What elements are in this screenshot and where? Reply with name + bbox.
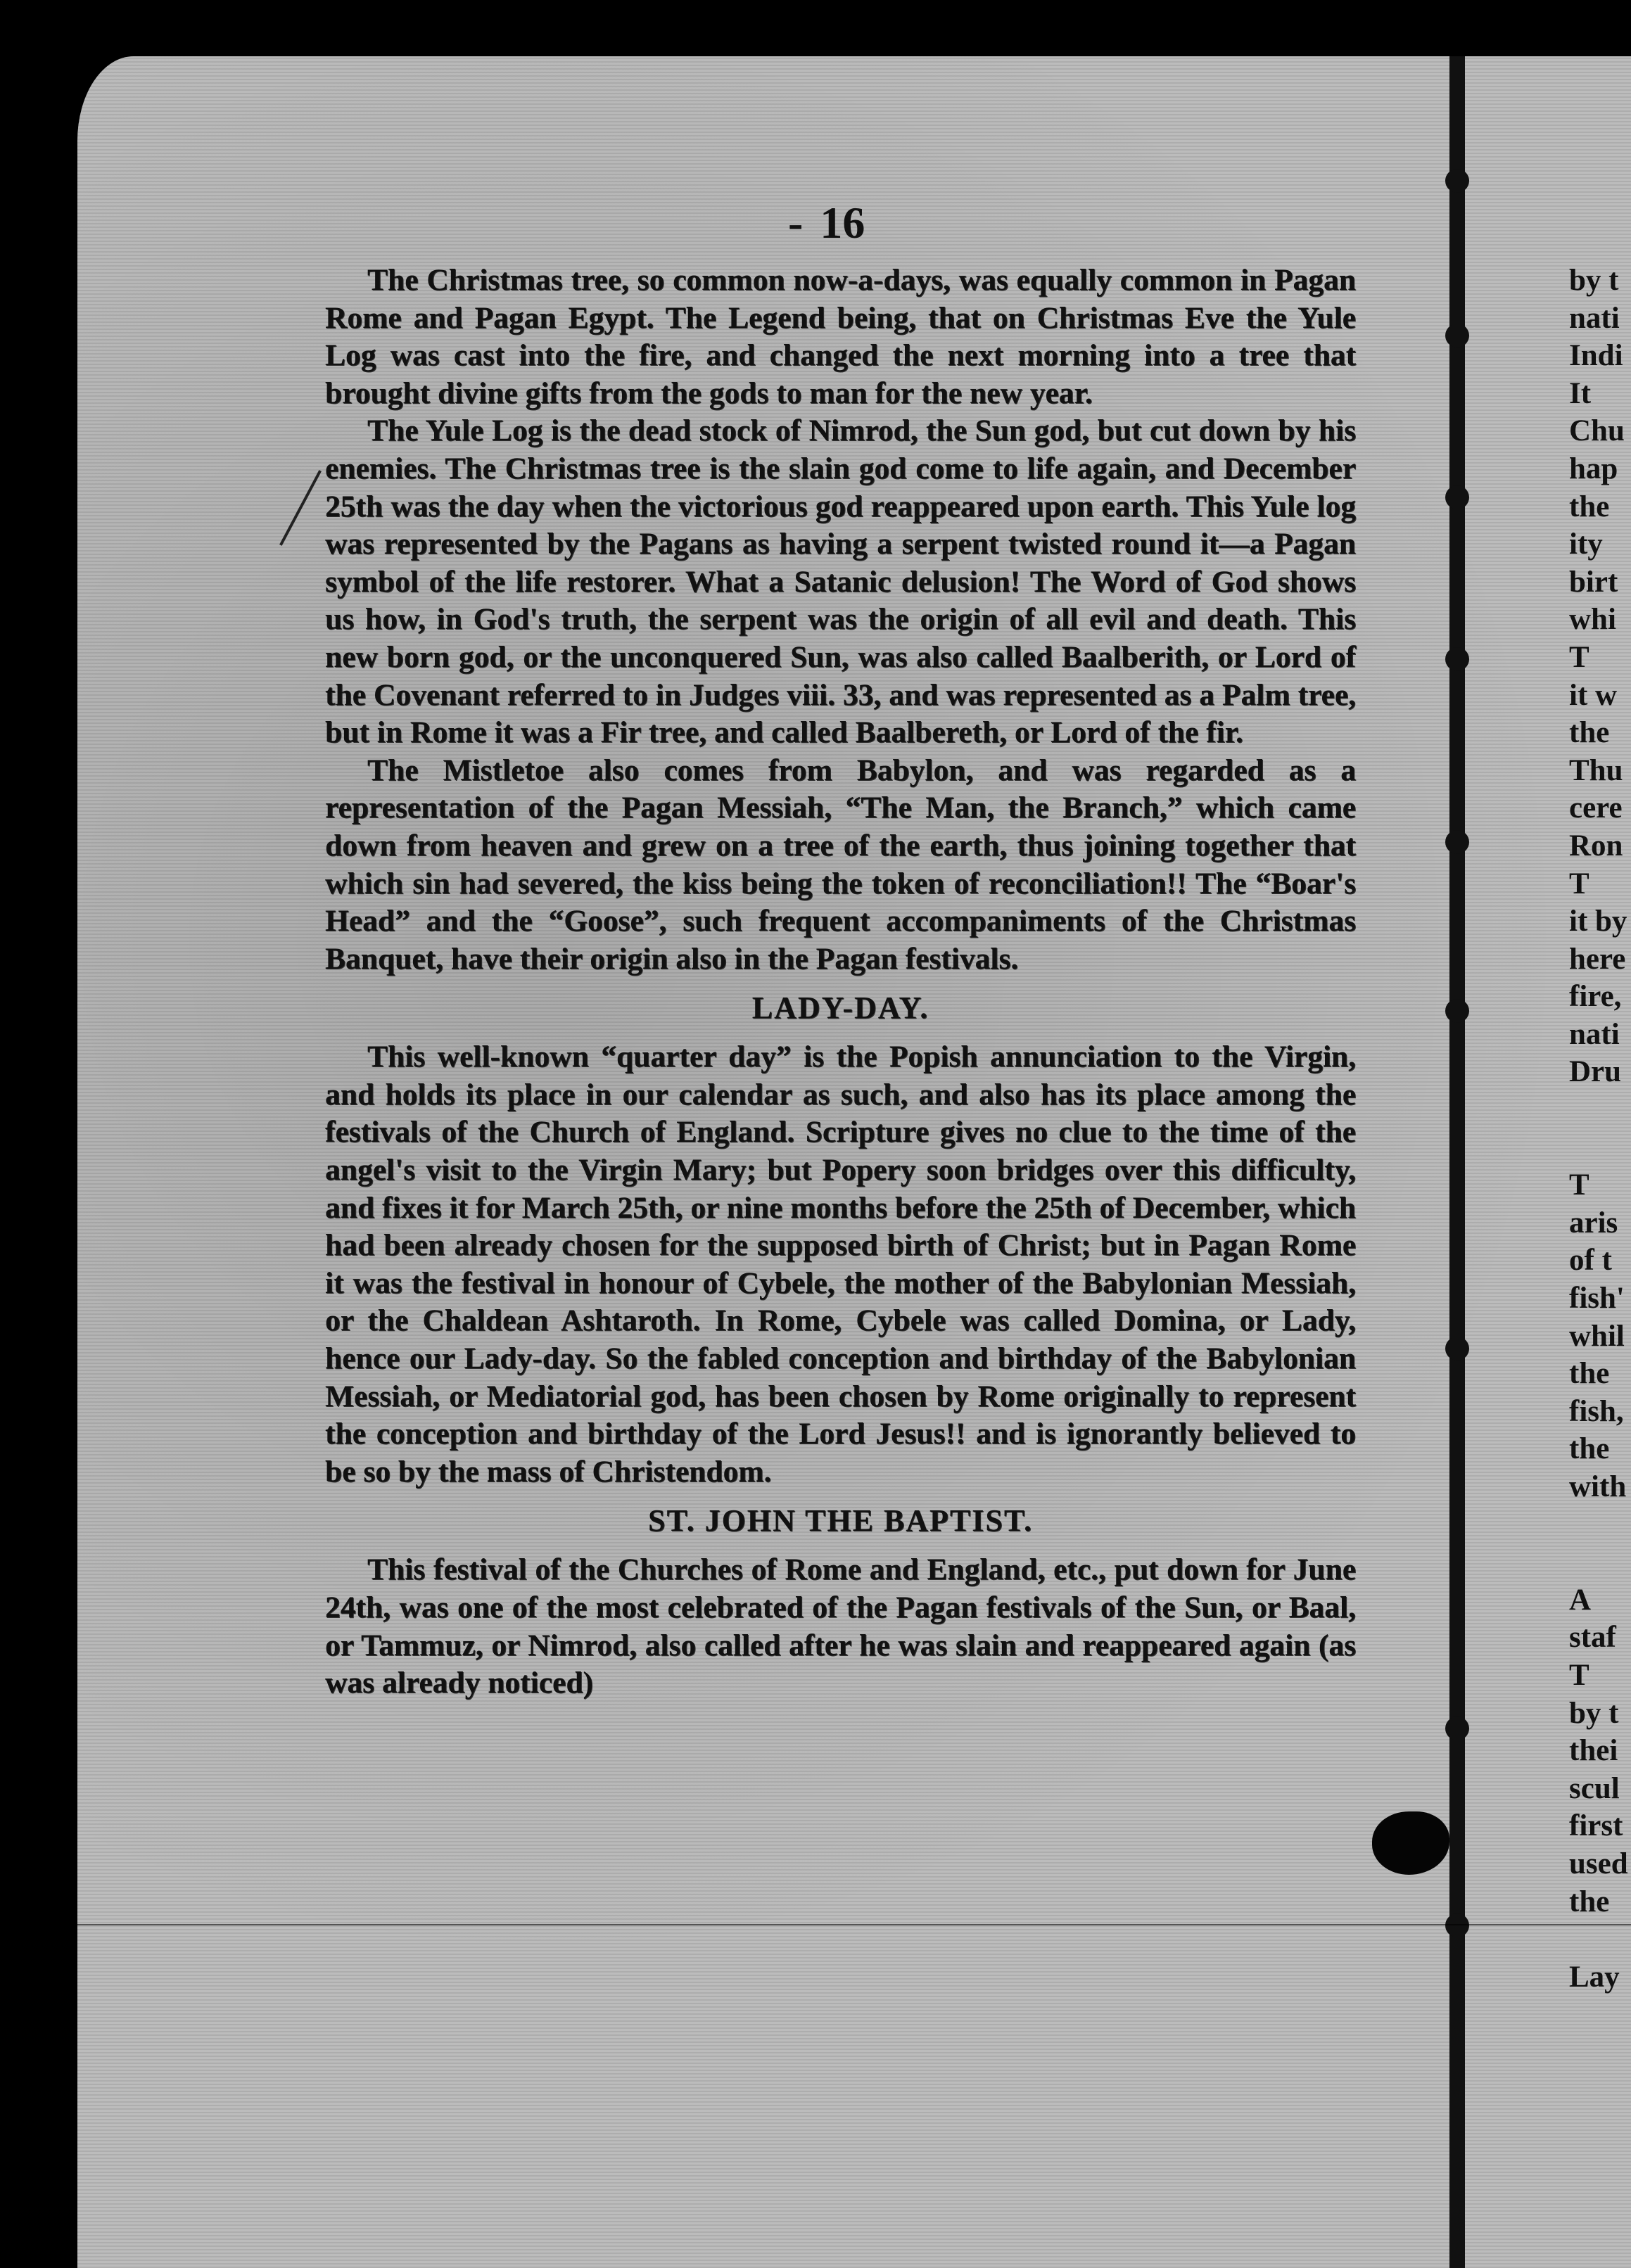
paragraph: This well-known “quarter day” is the Popish annunciation to the Virgin, and holds its place in our calendar as such, and also has its place among the festivals of the Church of England. Scripture gives no clue to the time of the angel's visit to the Virgin Mary; but Popery soon bridges over this difficulty, and fixes it for March 25th, or nine months before the 25th of December, which had been already chosen for the supposed birth of Christ; but in Pagan Rome it was the festival in honour of Cybele, the mother of the Babylonian Messiah, or the Chaldean Ashtaroth. In Rome, Cybele was called Domina, or Lady, hence our Lady-day. So the fabled conception and birthday of the Babylonian Messiah, or Mediatorial god, has been chosen by Rome originally to represent the conception and birthday of the Lord Jesus!! and is ignorantly believed to be so by the mass of Christendom. bbox=[325, 1040, 1356, 1489]
adjacent-page-fragment: by t bbox=[1569, 1696, 1619, 1730]
fold-mark bbox=[1445, 1913, 1469, 1937]
adjacent-page-fragment: it by bbox=[1569, 905, 1627, 938]
fold-mark bbox=[1445, 1337, 1469, 1361]
adjacent-page-fragment: the bbox=[1569, 1357, 1610, 1391]
adjacent-page-fragment bbox=[1569, 1091, 1631, 1129]
fold-mark bbox=[1445, 999, 1469, 1023]
adjacent-page-fragment: staf bbox=[1569, 1621, 1616, 1655]
adjacent-page-fragment: the bbox=[1569, 1885, 1610, 1918]
section-heading-st-john: ST. JOHN THE BAPTIST. bbox=[648, 1503, 1033, 1538]
section-heading-lady-day: LADY-DAY. bbox=[751, 990, 929, 1026]
paragraph: This festival of the Churches of Rome and England, etc., put down for June 24th, was one of the most celebrated of the Pagan festivals of the Sun, or Baal, or Tammuz, or Nimrod, also called after he was slain and reappeared again (as was already noticed) bbox=[325, 1553, 1356, 1700]
adjacent-page-fragment: whi bbox=[1569, 603, 1616, 637]
paragraph: The Mistletoe also comes from Babylon, and was regarded as a representation of the Pagan Messiah, “The Man, the Branch,” which came down from heaven and grew on a tree of the earth, thus joining together that which sin had severed, the kiss being the token of reconciliation!! The “Boar's Head” and the “Goose”, such frequent accompaniments of the Christmas Banquet, have their origin also in the Pagan festivals. bbox=[325, 753, 1356, 976]
adjacent-page-fragment: Chu bbox=[1569, 414, 1625, 448]
adjacent-page-fragment: fish' bbox=[1569, 1282, 1625, 1315]
adjacent-page-fragment: birt bbox=[1569, 565, 1618, 599]
fold-mark bbox=[1445, 830, 1469, 854]
adjacent-page-fragment: by t bbox=[1569, 264, 1619, 297]
adjacent-page-fragment: fire, bbox=[1569, 980, 1622, 1014]
adjacent-page-fragment: nati bbox=[1569, 301, 1620, 335]
adjacent-page-fragment: It bbox=[1569, 376, 1592, 410]
adjacent-page-fragment: aris bbox=[1569, 1206, 1618, 1240]
adjacent-page-fragment: T bbox=[1569, 640, 1589, 674]
adjacent-page-fragment: Thu bbox=[1569, 753, 1623, 787]
fold-mark bbox=[1445, 647, 1469, 671]
page-number bbox=[788, 197, 865, 249]
adjacent-page-fragment: hap bbox=[1569, 452, 1618, 485]
adjacent-page-fragment: Dru bbox=[1569, 1055, 1622, 1089]
adjacent-page-fragment: T bbox=[1569, 867, 1589, 900]
main-text-column bbox=[325, 262, 1356, 1702]
page-number-dash: - bbox=[788, 198, 804, 248]
adjacent-page-fragment: with bbox=[1569, 1470, 1627, 1503]
paragraph: The Yule Log is the dead stock of Nimrod, the Sun god, but cut down by his enemies. The Christmas tree is the slain god come to life again, and December 25th was the day when the victorious god reappeared upon earth. This Yule log was represented by the Pagans as having a serpent twisted round it—a Pagan symbol of the life restorer. What a Satanic delusion! The Word of God shows us how, in God's truth, the serpent was the origin of all evil and death. This new born god, or the unconquered Sun, was also called Baalberith, or Lord of the Covenant referred to in Judges viii. 33, and was represented as a Palm tree, but in Rome it was a Fir tree, and called Baalbereth, or Lord of the fir. bbox=[325, 414, 1356, 750]
adjacent-page-fragment: scul bbox=[1569, 1771, 1620, 1805]
adjacent-page-fragment: T bbox=[1569, 1658, 1589, 1692]
adjacent-page-fragment: it w bbox=[1569, 678, 1618, 712]
adjacent-page-fragment: the bbox=[1569, 1432, 1610, 1466]
adjacent-page-fragment bbox=[1569, 1920, 1631, 1958]
adjacent-page-fragment: cere bbox=[1569, 791, 1623, 825]
adjacent-page-fragment: Ron bbox=[1569, 829, 1623, 862]
adjacent-page-fragment: the bbox=[1569, 490, 1610, 523]
paragraph: The Christmas tree, so common now-a-days, was equally common in Pagan Rome and Pagan Egypt. The Legend being, that on Christmas Eve the Yule Log was cast into the fire, and changed the next morning into a tree that brought divine gifts from the gods to man for the new year. bbox=[325, 263, 1356, 410]
adjacent-page-fragment: first bbox=[1569, 1809, 1623, 1843]
fold-mark bbox=[1445, 1716, 1469, 1740]
adjacent-page-fragment: A bbox=[1569, 1583, 1592, 1617]
adjacent-page-fragment bbox=[1569, 1506, 1631, 1544]
adjacent-page-fragment bbox=[1569, 1129, 1631, 1167]
adjacent-page-fragment: whil bbox=[1569, 1319, 1625, 1353]
adjacent-page-fragment: Indi bbox=[1569, 339, 1623, 373]
adjacent-page-fragment: the bbox=[1569, 716, 1610, 750]
adjacent-page-fragment: fish, bbox=[1569, 1394, 1624, 1428]
adjacent-page-fragment: of t bbox=[1569, 1244, 1612, 1278]
adjacent-page-fragment: ity bbox=[1569, 528, 1603, 561]
adjacent-page-fragment: T bbox=[1569, 1168, 1589, 1202]
scan-line bbox=[77, 1924, 1631, 1925]
page-number-value: 16 bbox=[820, 198, 865, 248]
adjacent-page-fragment: used bbox=[1569, 1847, 1628, 1880]
fold-mark bbox=[1445, 485, 1469, 509]
fold-mark bbox=[1445, 324, 1469, 348]
adjacent-page-fragment: nati bbox=[1569, 1017, 1620, 1051]
fold-mark bbox=[1445, 169, 1469, 193]
adjacent-page-fragment: here bbox=[1569, 942, 1626, 976]
adjacent-page-fragment: Lay bbox=[1569, 1960, 1620, 1994]
adjacent-page-fragment bbox=[1569, 1543, 1631, 1581]
adjacent-page-fragments bbox=[1569, 262, 1631, 1996]
adjacent-page-fragment: thei bbox=[1569, 1734, 1618, 1768]
